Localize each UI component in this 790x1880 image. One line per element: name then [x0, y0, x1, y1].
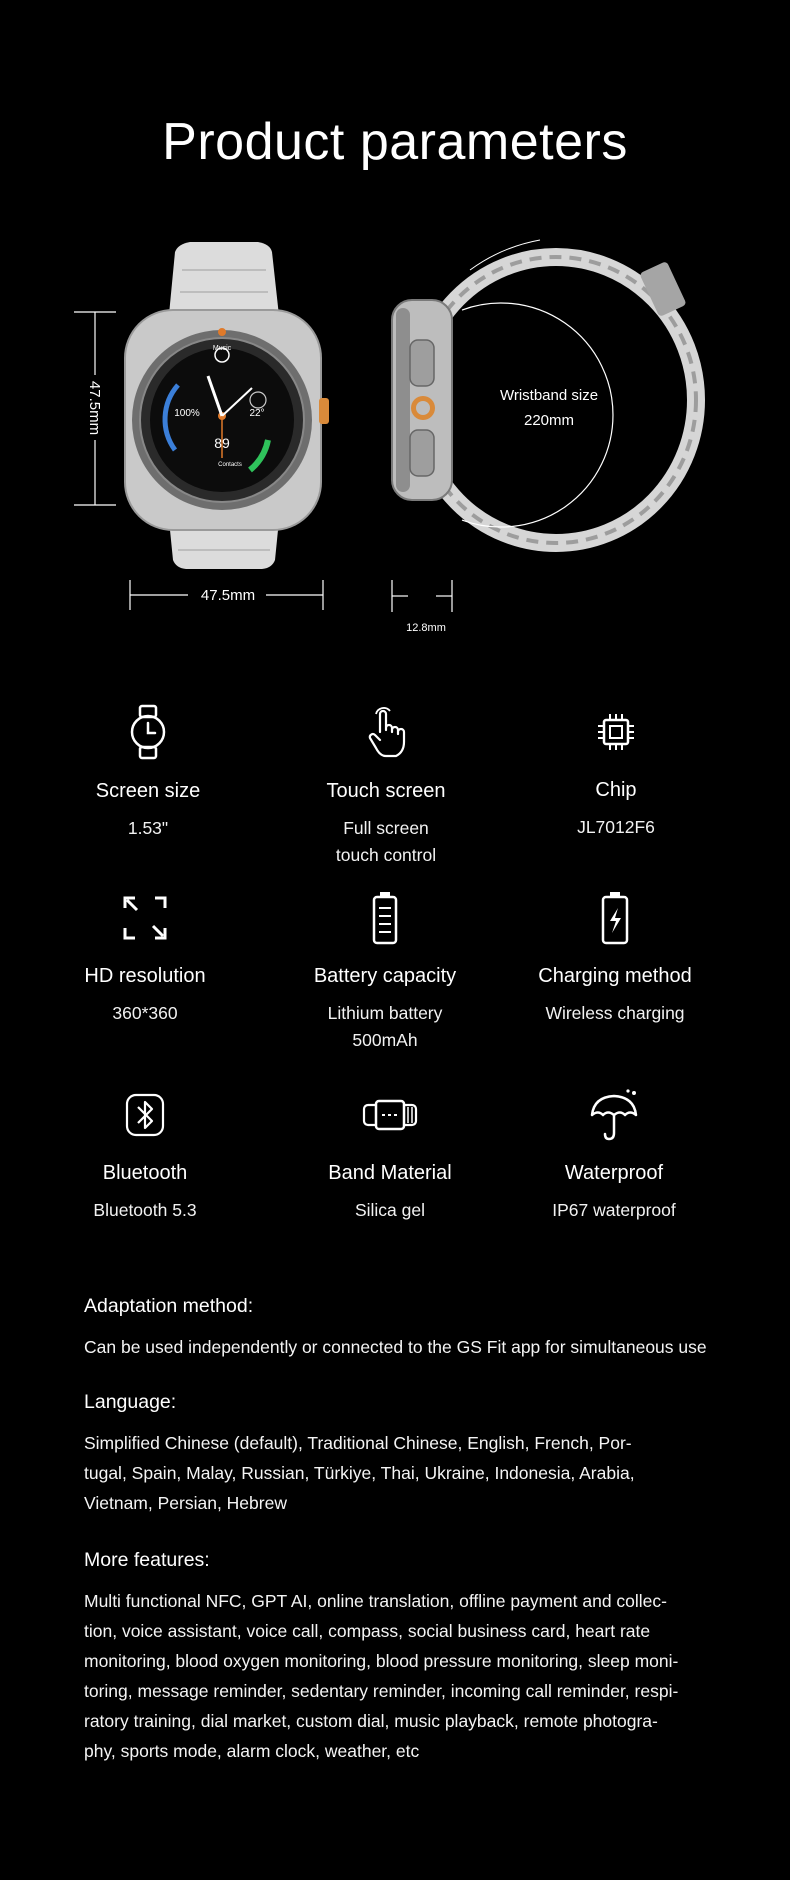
thickness-dimension [392, 580, 452, 634]
spec-value: Wireless charging [545, 1003, 685, 1023]
section-language [84, 1390, 744, 1518]
section-heading: Adaptation method: [84, 1295, 254, 1317]
spec-band-material [265, 1085, 515, 1224]
watch-icon [118, 702, 178, 762]
wristband-size-value: 220mm [523, 412, 575, 429]
product-diagram [0, 230, 790, 650]
section-more-features [84, 1548, 744, 1766]
spec-waterproof [489, 1085, 739, 1224]
spec-label: Charging method [538, 965, 692, 987]
width-label: 47.5mm [200, 587, 256, 604]
spec-touch-screen [261, 702, 511, 869]
touch-icon [356, 702, 416, 762]
spec-label: Chip [595, 779, 637, 801]
spec-value: Silica gel [354, 1200, 426, 1220]
section-adaptation-method [84, 1294, 744, 1362]
section-text: Simplified Chinese (default), Traditional Chinese, English, French, Por- tugal, Spain, Malay, Russian, Türkiye, Thai, Ukraine, Indonesia, Arabia, Vietnam, Persian, Hebrew [84, 1433, 635, 1513]
battery-icon [355, 888, 415, 948]
charging-icon [585, 888, 645, 948]
spec-label: Waterproof [564, 1162, 664, 1184]
page-title: Product parameters [162, 113, 628, 171]
wristband-size-label: Wristband size [499, 387, 599, 404]
section-text: Multi functional NFC, GPT AI, online translation, offline payment and collec- tion, voice assistant, voice call, compass, social business card, heart rate monitoring, blood oxygen monitoring, blood pressure monitoring, sleep moni- toring, message reminder, sedentary reminder, incoming call reminder, respi- ratory training, dial market, custom dial, music playback, remote photogra- phy, sports mode, alarm clock, weather, etc [84, 1591, 679, 1761]
section-heading: Language: [84, 1391, 177, 1413]
umbrella-icon [584, 1085, 644, 1145]
thickness-label: 12.8mm [406, 622, 446, 634]
spec-value: 1.53" [127, 818, 169, 838]
spec-value: 360*360 [112, 1003, 178, 1023]
spec-label: Bluetooth [102, 1162, 188, 1184]
watch-top-text: Music [212, 345, 232, 352]
spec-label: HD resolution [84, 965, 206, 987]
watch-bottom-text: Contacts [218, 462, 242, 468]
spec-label: Battery capacity [313, 965, 457, 987]
spec-value: Bluetooth 5.3 [93, 1200, 197, 1220]
height-label: 47.5mm [86, 380, 103, 436]
spec-charging-method [490, 888, 740, 1027]
band-icon [360, 1085, 420, 1145]
spec-battery-capacity [260, 888, 510, 1054]
spec-bluetooth [20, 1085, 270, 1224]
width-dimension [130, 580, 323, 610]
watch-front-image [125, 242, 329, 569]
height-dimension [74, 312, 116, 505]
watch-battery-text: 100% [174, 408, 200, 419]
spec-label: Touch screen [326, 780, 446, 802]
spec-value: Lithium battery 500mAh [327, 1003, 443, 1050]
spec-label: Screen size [95, 780, 201, 802]
chip-icon [586, 702, 646, 762]
section-heading: More features: [84, 1549, 210, 1571]
watch-heart-rate-text: 89 [214, 435, 230, 451]
bluetooth-icon [115, 1085, 175, 1145]
watch-side-image [392, 230, 696, 543]
spec-value: JL7012F6 [577, 817, 655, 837]
spec-label: Band Material [328, 1162, 452, 1184]
section-text: Can be used independently or connected to the GS Fit app for simultaneous use [84, 1337, 707, 1357]
spec-value: IP67 waterproof [552, 1200, 676, 1220]
spec-screen-size [23, 702, 273, 842]
spec-value: Full screen touch control [335, 818, 437, 865]
watch-temperature-text: 22° [249, 408, 265, 419]
spec-hd-resolution [20, 888, 270, 1027]
expand-icon [115, 888, 175, 948]
spec-chip [491, 702, 741, 841]
